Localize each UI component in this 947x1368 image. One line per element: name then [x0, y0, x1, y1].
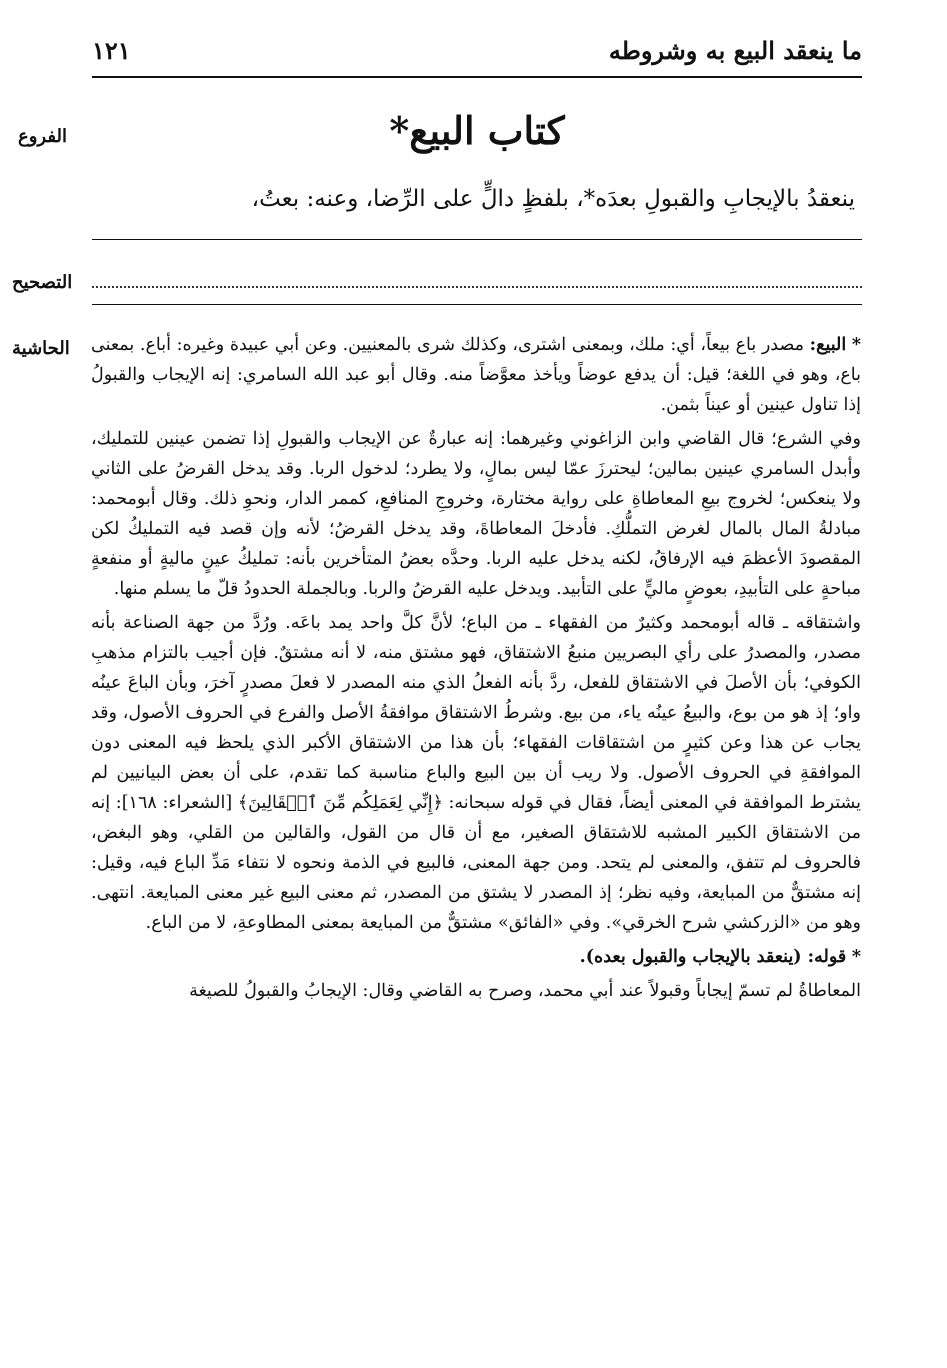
tashih-rule — [92, 304, 862, 305]
running-title: ما ينعقد البيع به وشروطه — [608, 36, 862, 65]
footnote-star: * — [851, 947, 861, 967]
commentary-paragraph: وفي الشرع؛ قال القاضي وابن الزاغوني وغيرهما: إنه عبارةٌ عن الإيجاب والقبولِ إذا تضمن عينين للتمليك، وأبدل السامري عينين بمالين؛ ليحترزَ عمّا ليس بمالٍ، ولا يطرد؛ لدخول الربا. وقد يدخل القرضُ على الثاني ولا ينعكس؛ لخروج بيعِ المعاطاةِ على رواية مختارة، وخروجِ المنافعِ، كممر الدار، ونحوِ ذلك. وقال أبومحمد: مبادلةُ المال بالمال لغرض التملُّكِ. فأدخلَ المعاطاةَ، وقد يدخل القرضُ؛ لأنه وإن قصد فيه التمليكُ لكن المقصودَ الأعظمَ فيه الإرفاقُ، لكنه يدخل عليه الربا. وحدَّه بعضُ المتأخرين بأنه: تمليكُ عينٍ ماليةٍ أو منفعةٍ مباحةٍ على التأبيدِ، بعوضٍ ماليٍّ على التأبيد. ويدخل عليه القرضُ والربا. وبالجملة الحدودُ قلّ ما يسلم منها. — [91, 429, 861, 599]
tashih-dotted-line — [92, 286, 862, 288]
main-text-rule — [92, 239, 862, 240]
side-label-tashih: التصحيح — [12, 272, 73, 293]
side-label-furu: الفروع — [18, 126, 67, 147]
commentary-paragraph: واشتقاقه ـ قاله أبومحمد وكثيرٌ من الفقهاء ـ من الباع؛ لأنَّ كلَّ واحد يمد باعَه. ورُدَّ من جهة الصناعة بأنه مصدر، والمصدرُ على رأي البصريين منبعُ الاشتقاق، فهو مشتق منه، لا أنه مشتقٌ. فإن أجيب بالتزام مذهبِ الكوفي؛ بأن الأصلَ في الاشتقاق للفعل، ردَّ بأنه الفعلُ الذي منه المصدر لا فعلَ مصدرٍ آخرَ، وبأن الباعَ عينُه واو؛ إذ هو من بوع، والبيعُ عينُه ياء، من بيع. وشرطُ الاشتقاق موافقةُ الأصل والفرع في الحروف الأصول، وقد يجاب عن هذا وعن كثيرٍ من اشتقاقات الفقهاء؛ بأن هذا من الاشتقاق الأكبر الذي يلحظ فيه المعنى دون الموافقةِ في الحروف الأصول. ولا ريب أن بين البيع والباع مناسبة كما تقدم، على أن بعض البيانيين لم يشترط الموافقة في المعنى أيضاً، فقال في قوله سبحانه: ﴿إِنِّي لِعَمَلِكُم مِّنَ ٱلۡقَالِينَ﴾ [الشعراء: ١٦٨]: إنه من الاشتقاق الكبير المشبه للاشتقاق الصغير، مع أن قال من القول، والقالين من القلي، وهو البغض، فالحروف لم تتفق، والمعنى لم يتحد. ومن جهة المعنى، فالبيع في الذمة ونحوه لا نتفاء مَدِّ الباع فيه، وقيل: إنه مشتقٌّ من المبايعة، وفيه نظر؛ إذ المصدر لا يشتق من المصدر، ثم معنى البيع غير معنى المبايعة. انتهى. وهو من «الزركشي شرح الخرقي». وفي «الفائق» مشتقٌّ من المبايعة بمعنى المطاوعةِ، لا من الباع. — [91, 613, 861, 933]
commentary-text: مصدر باع بيعاً، أي: ملك، وبمعنى اشترى، وكذلك شرى بالمعنيين. وعن أبي عبيدة وغيره: أباع. بمعنى باع، وهو في اللغة؛ قيل: أن يدفع عوضاً ويأخذ معوَّضاً منه. وقال أبو عبد الله السامري: إنه الإيجاب والقبولُ إذا تناول عينين أو عيناً بثمن. — [91, 335, 861, 415]
commentary-paragraph — [91, 330, 861, 420]
side-label-hashiya: الحاشية — [12, 338, 70, 359]
footnote-star: * — [851, 335, 861, 355]
commentary-paragraph — [91, 942, 861, 972]
header-rule — [92, 76, 862, 78]
book-title: كتاب البيع* — [389, 108, 565, 153]
page-header — [92, 34, 862, 76]
lemma-bay: البيع: — [809, 335, 847, 355]
lemma-qawluhu: قوله: (ينعقد بالإيجاب والقبول بعده). — [579, 947, 847, 967]
page-number: ١٢١ — [92, 36, 131, 65]
commentary-paragraph: المعاطاةُ لم تسمّ إيجاباً وقبولاً عند أبي محمد، وصرح به القاضي وقال: الإيجابُ والقبولُ للصيغة — [189, 981, 861, 1001]
commentary-block — [91, 330, 861, 1006]
main-text-line: ينعقدُ بالإيجابِ والقبولِ بعدَه*، بلفظٍ دالٍّ على الرِّضا، وعنه: بعتُ، — [251, 186, 855, 212]
